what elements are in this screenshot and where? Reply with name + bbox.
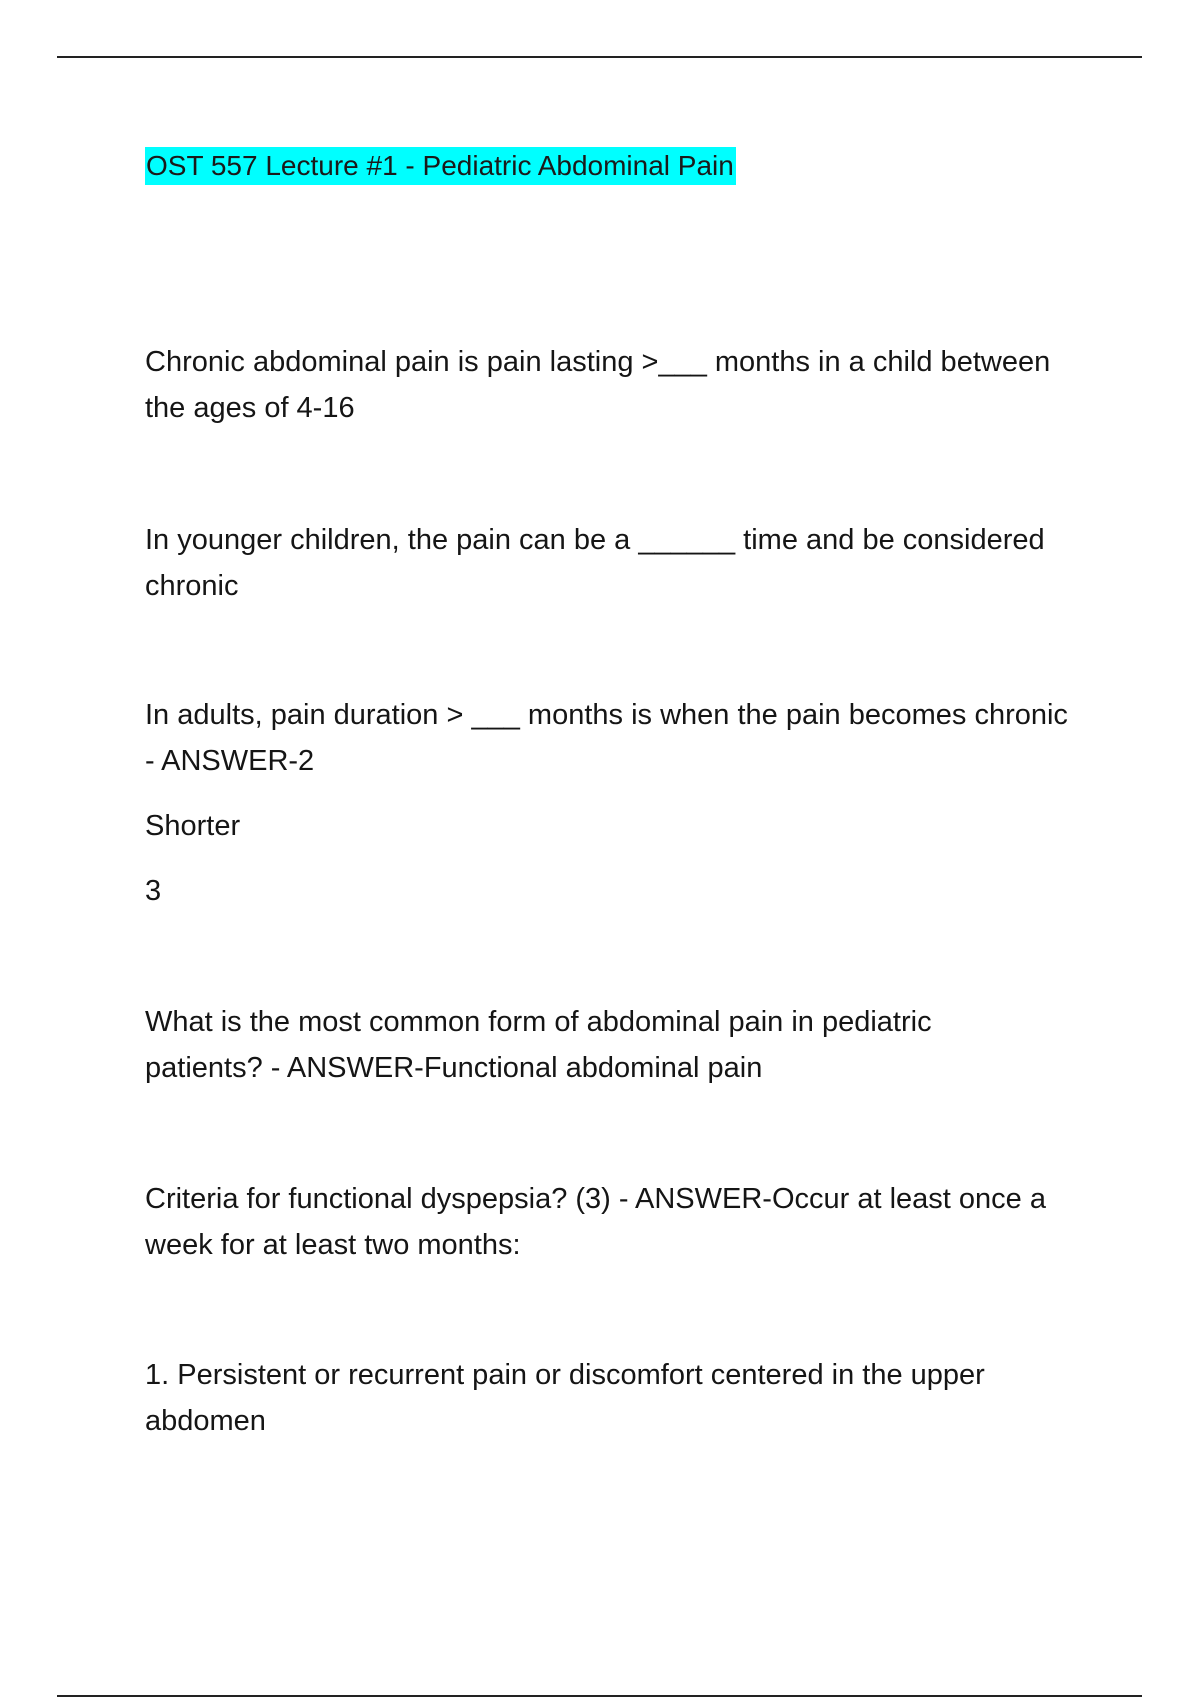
question-functional-dyspepsia <box>145 1176 1095 1268</box>
question-adult-duration <box>145 692 1095 784</box>
text-line: Criteria for functional dyspepsia? (3) - ANSWER-Occur at least once a <box>145 1183 1046 1215</box>
text-line: 1. Persistent or recurrent pain or discomfort centered in the upper <box>145 1359 985 1391</box>
text-line: In adults, pain duration > ___ months is when the pain becomes chronic <box>145 699 1068 731</box>
question-common-form <box>145 999 1095 1091</box>
text-line: 3 <box>145 875 162 907</box>
answer-shorter <box>145 803 1095 849</box>
answer-three <box>145 868 1095 914</box>
question-younger-children <box>145 517 1095 609</box>
top-rule <box>57 56 1142 58</box>
bottom-rule <box>57 1695 1142 1697</box>
document-title: OST 557 Lecture #1 - Pediatric Abdominal Pain <box>145 147 736 185</box>
text-line: Shorter <box>145 810 241 842</box>
text-line: week for at least two months: <box>145 1229 521 1261</box>
criteria-item-1 <box>145 1352 1095 1444</box>
text-line: In younger children, the pain can be a ______ time and be considered <box>145 524 1045 556</box>
text-line: the ages of 4-16 <box>145 392 355 424</box>
text-line: Chronic abdominal pain is pain lasting >___ months in a child between <box>145 346 1051 378</box>
text-line: chronic <box>145 570 239 602</box>
text-line: - ANSWER-2 <box>145 745 315 777</box>
text-line: abdomen <box>145 1405 266 1437</box>
text-line: patients? - ANSWER-Functional abdominal pain <box>145 1052 763 1084</box>
question-chronic-pain-duration <box>145 339 1095 431</box>
text-line: What is the most common form of abdominal pain in pediatric <box>145 1006 932 1038</box>
